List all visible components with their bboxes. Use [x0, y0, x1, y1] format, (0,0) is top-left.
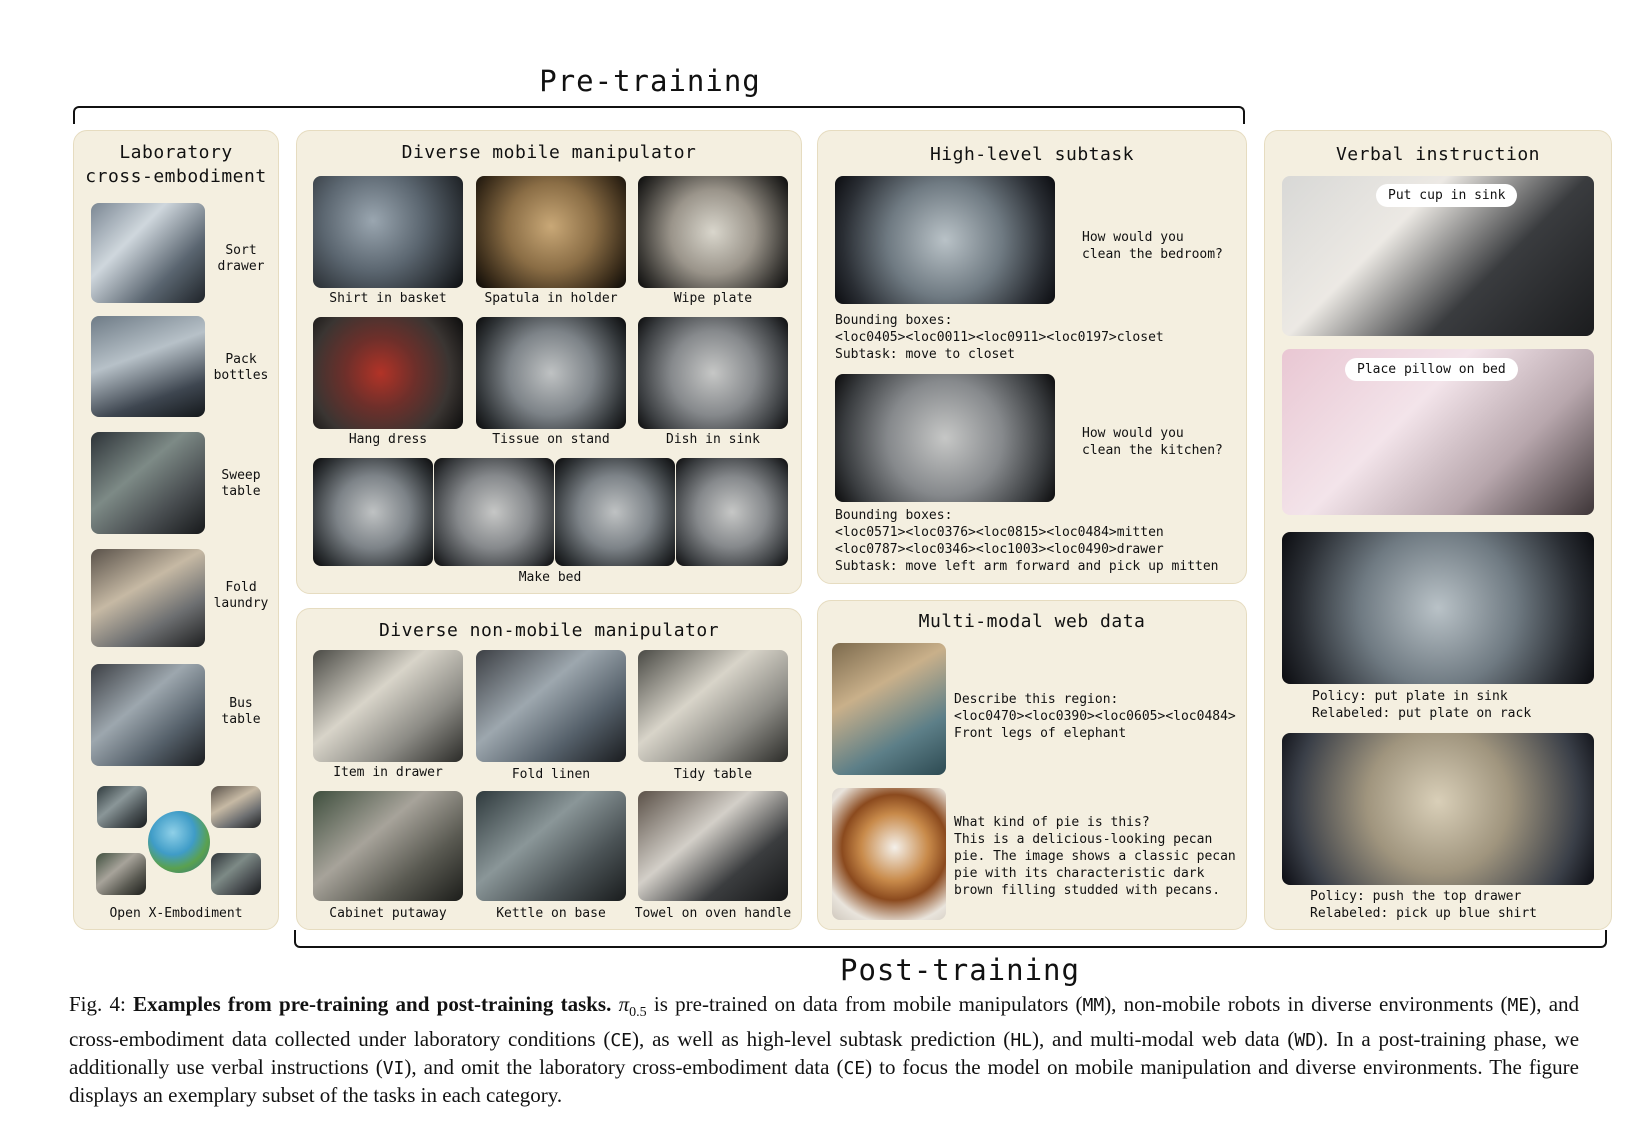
caption-s6: ). In a post-training phase, we additionally use verbal instructions ( [69, 1027, 1580, 1080]
kettle-on-base-label: Kettle on base [496, 906, 606, 921]
make-bed-image-2 [434, 458, 554, 566]
shirt-in-basket-label: Shirt in basket [329, 291, 447, 306]
item-in-drawer-image [313, 650, 463, 762]
caption-ce: CE [610, 1030, 633, 1052]
hang-dress-label: Hang dress [348, 432, 428, 447]
dish-in-sink-image [638, 317, 788, 429]
pre-training-title: Pre-training [539, 64, 761, 98]
caption-pi-sub: 0.5 [629, 1005, 647, 1021]
sort-drawer-image [91, 203, 205, 303]
oxe-thumb-4 [211, 853, 261, 895]
tissue-on-stand-label: Tissue on stand [492, 432, 610, 447]
spatula-in-holder-label: Spatula in holder [484, 291, 618, 306]
wipe-plate-image [638, 176, 788, 288]
caption-bold-title: Examples from pre-training and post-training tasks. [133, 992, 612, 1016]
place-pillow-bubble: Place pillow on bed [1345, 358, 1518, 381]
cabinet-putaway-label: Cabinet putaway [329, 906, 447, 921]
kettle-on-base-image [476, 791, 626, 901]
shirt-in-basket-image [313, 176, 463, 288]
kitchen-answer: Bounding boxes: <loc0571><loc0376><loc0815><loc0484>mitten <loc0787><loc0346><loc1003><loc0490>drawer Subtask: move left arm forward and pick up mitten [835, 508, 1219, 574]
bedroom-question: How would you clean the bedroom? [1082, 230, 1223, 262]
bus-table-image [91, 664, 205, 766]
caption-wd: WD [1294, 1030, 1317, 1052]
oxe-thumb-2 [211, 786, 261, 828]
item-in-drawer-label: Item in drawer [333, 765, 443, 780]
pre-training-bracket [73, 106, 1245, 124]
kitchen-question: How would you clean the kitchen? [1082, 426, 1223, 458]
push-drawer-caption: Policy: push the top drawer Relabeled: pick up blue shirt [1310, 889, 1537, 921]
caption-s7: ), and omit the laboratory cross-embodiment data ( [404, 1055, 844, 1080]
pack-bottles-image [91, 316, 205, 417]
caption-s3: ), and cross-embodiment data collected under laboratory conditions ( [69, 992, 1580, 1052]
fold-linen-image [476, 650, 626, 762]
make-bed-image-1 [313, 458, 433, 566]
web-title: Multi-modal web data [918, 611, 1146, 632]
put-plate-image [1282, 532, 1594, 684]
tidy-table-image [638, 650, 788, 762]
caption-ce2: CE [843, 1058, 866, 1080]
pecan-pie-image [832, 788, 946, 920]
push-drawer-image [1282, 733, 1594, 885]
highlevel-title: High-level subtask [929, 144, 1135, 165]
caption-s1: is pre-trained on data from mobile manipulators ( [646, 992, 1083, 1016]
kitchen-image [835, 374, 1055, 502]
caption-hl: HL [1010, 1030, 1032, 1052]
towel-on-oven-handle-label: Towel on oven handle [634, 906, 792, 921]
figure-caption [69, 991, 1579, 1108]
sweep-table-image [91, 432, 205, 534]
caption-me: ME [1507, 995, 1530, 1016]
fold-laundry-image [91, 549, 205, 647]
bedroom-answer: Bounding boxes: <loc0405><loc0011><loc0911><loc0197>closet Subtask: move to closet [835, 313, 1164, 362]
fold-linen-label: Fold linen [511, 767, 591, 782]
hang-dress-image [313, 317, 463, 429]
verbal-title: Verbal instruction [1335, 144, 1541, 165]
mobile-title: Diverse mobile manipulator [401, 142, 697, 163]
make-bed-label: Make bed [518, 570, 582, 585]
caption-s5: ), and multi-modal web data ( [1032, 1027, 1295, 1052]
spatula-in-holder-image [476, 176, 626, 288]
oxe-thumb-3 [96, 853, 146, 895]
post-training-title: Post-training [840, 953, 1080, 987]
caption-s4: ), as well as high-level subtask prediction ( [632, 1027, 1011, 1052]
make-bed-image-4 [676, 458, 788, 566]
towel-on-oven-handle-image [638, 791, 788, 901]
put-plate-caption: Policy: put plate in sink Relabeled: put plate on rack [1312, 689, 1532, 721]
post-training-bracket [294, 930, 1607, 948]
sort-drawer-label: Sort drawer [217, 243, 265, 274]
pack-bottles-label: Pack bottles [213, 352, 269, 383]
sweep-table-label: Sweep table [221, 468, 261, 499]
tidy-table-label: Tidy table [673, 767, 753, 782]
make-bed-image-3 [555, 458, 675, 566]
laboratory-title: Laboratory cross-embodiment [85, 142, 267, 187]
caption-s8: ) to focus the model on mobile manipulation and diverse environments. The figure displays an exemplary subset of the tasks in each category. [69, 1055, 1579, 1108]
nonmobile-title: Diverse non-mobile manipulator [378, 620, 720, 641]
caption-mm: MM [1082, 995, 1105, 1016]
caption-s2: ), non-mobile robots in diverse environments ( [1104, 992, 1508, 1016]
bus-table-label: Bus table [221, 696, 261, 727]
bedroom-image [835, 176, 1055, 304]
elephant-text: Describe this region: <loc0470><loc0390><loc0605><loc0484> Front legs of elephant [954, 692, 1236, 741]
pecan-pie-text: What kind of pie is this? This is a delicious-looking pecan pie. The image shows a classic pecan pie with its characteristic dark brown filling studded with pecans. [954, 815, 1236, 898]
put-cup-bubble: Put cup in sink [1376, 184, 1517, 207]
cabinet-putaway-image [313, 791, 463, 901]
caption-pi: π [618, 992, 630, 1016]
dish-in-sink-label: Dish in sink [666, 432, 760, 447]
tissue-on-stand-image [476, 317, 626, 429]
wipe-plate-label: Wipe plate [673, 291, 753, 306]
caption-fig-label: Fig. 4: [69, 992, 126, 1016]
globe-icon [148, 811, 210, 873]
elephant-image [832, 643, 946, 775]
caption-vi: VI [382, 1058, 405, 1080]
oxe-label: Open X-Embodiment [109, 906, 243, 921]
fold-laundry-label: Fold laundry [213, 580, 269, 611]
oxe-thumb-1 [97, 786, 147, 828]
